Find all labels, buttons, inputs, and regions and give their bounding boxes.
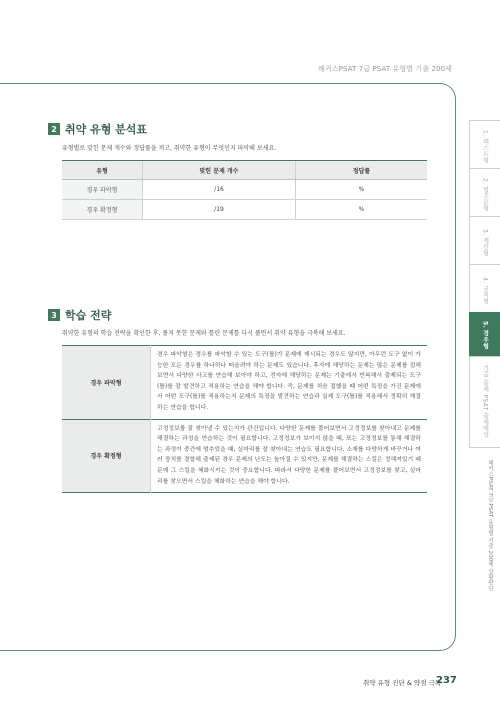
section2-number-badge: 2: [48, 123, 60, 135]
count-cell: /19: [143, 200, 296, 220]
count-cell: /16: [143, 180, 296, 200]
table-row: [62, 200, 427, 220]
side-tab-calc-type[interactable]: [469, 216, 500, 270]
section3-title: 학습 전략: [65, 309, 112, 322]
page-number: 237: [436, 675, 457, 686]
section3-number-badge: 3: [48, 309, 60, 321]
strategy-description: 경우 파악형은 경우를 파악할 수 있는 도구(틀)가 문제에 제시되는 경우도 많지만, 아무런 도구 없이 가능한 모든 경우를 하나하나 떠올려야 하는 문제도 있습니다. 후자에 해당하는 문제는 많은 문제를 접해보면서 다양한 사고를 연습해 보아야 하고, 전자에 해당하는 문제는 기출에서 반복해서 출제되는 도구(틀)를 잘 발견하고 적용하는 연습을 해야 합니다. 즉, 문제를 처음 접했을 때 어떤 특징을 가진 문제에서 어떤 도구(틀)를 적용하는지 문제의 특징을 발견하는 연습과 실제 도구(틀)를 적용해서 정확히 해결하는 연습을 합니다.: [157, 352, 421, 411]
strategy-row: [62, 419, 427, 493]
section2-subtitle: 유형별로 맞힌 문제 개수와 정답률을 적고, 취약한 유형이 무엇인지 파악해 보세요.: [62, 145, 277, 152]
section2-heading: [48, 121, 147, 137]
side-tab-label: 4. 규칙형: [481, 277, 489, 305]
type-cell: 경우 파악형: [62, 180, 143, 200]
side-tab-extra[interactable]: [469, 356, 500, 448]
section2-title: 취약 유형 분석표: [65, 123, 148, 136]
side-tab-text-type[interactable]: [469, 120, 500, 174]
weakness-analysis-table: [62, 160, 427, 220]
rate-cell: %: [296, 200, 428, 220]
type-cell: 경우 확정형: [62, 200, 143, 220]
side-tab-label: 기출 출제 PSAT 출제예상: [481, 365, 489, 439]
column-header-type: 유형: [62, 161, 143, 180]
column-header-rate: 정답률: [296, 161, 428, 180]
side-tab-label: 2. 법조문형: [481, 178, 489, 212]
side-tab-rule-type[interactable]: [469, 264, 500, 318]
side-tab-law-type[interactable]: [469, 168, 500, 222]
table-header-row: [62, 161, 427, 180]
side-vertical-title: 해커스PSAT 7급 PSAT 유형별 기출 200제 상황판단: [487, 460, 493, 591]
strategy-description: 고정정보를 잘 찾아낼 수 있는지가 관건입니다. 다양한 문제를 풀어보면서 고정정보를 찾아내고 문제를 해결하는 과정을 연습하는 것이 필요합니다. 고정정보가 보이지 않을 때, 또는 고정정보를 통해 해결하는 과정이 중간에 멈추었을 때, 실마리를 잘 찾아내는 연습도 필요합니다. 소재를 다양하게 바꾸거나 여러 장치를 결합해 출제된 경우 문제의 난도는 높아질 수 있지만, 문제를 해결하는 스킬은 정해져있기 때문에 그 스킬을 체화시키는 것이 중요합니다. 따라서 다양한 문제를 풀어보면서 고정정보를 찾고, 실마리를 찾으면서 스킬을 체화하는 연습을 해야 합니다.: [157, 425, 421, 485]
table-row: [62, 180, 427, 200]
strategy-label: 경우 파악형: [62, 346, 151, 420]
book-title-header: 해커스PSAT 7급 PSAT 유형별 기출 200제: [318, 65, 452, 73]
learning-strategy-table: [62, 345, 427, 493]
side-tab-label: 1. 텍스트형: [481, 130, 489, 164]
strategy-row: [62, 346, 427, 420]
side-tab-label: 5. 경우형: [481, 320, 489, 350]
column-header-count: 맞힌 문제 개수: [143, 161, 296, 180]
section3-heading: [48, 307, 111, 323]
strategy-label: 경우 확정형: [62, 419, 151, 493]
footer-text: 취약 유형 진단 & 약점 극복: [363, 679, 442, 687]
side-tab-label: 3. 계산형: [481, 229, 489, 257]
side-tab-case-type[interactable]: [469, 312, 500, 358]
section3-subtitle: 취약한 유형의 학습 전략을 확인한 후, 풀지 못한 문제와 틀린 문제를 다시 풀면서 취약 유형을 극복해 보세요.: [62, 330, 346, 337]
rate-cell: %: [296, 180, 428, 200]
